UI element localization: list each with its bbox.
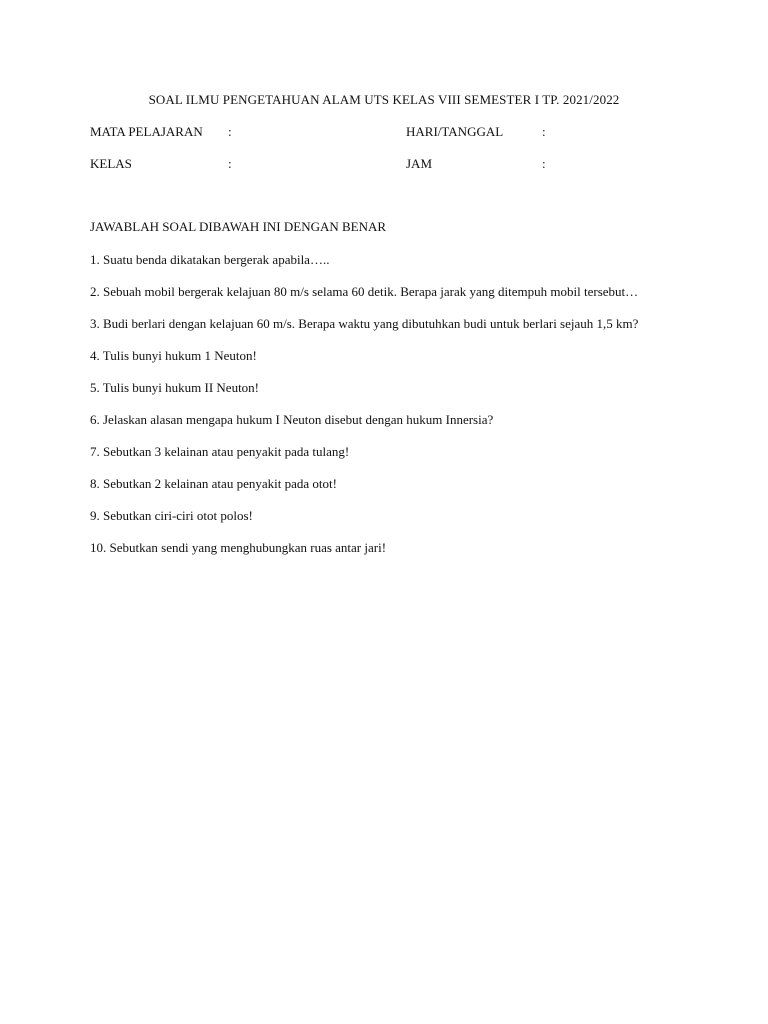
field-label-hari-tanggal: HARI/TANGGAL	[406, 124, 504, 139]
question-item-4: 4. Tulis bunyi hukum 1 Neuton!	[90, 348, 257, 363]
question-item-7: 7. Sebutkan 3 kelainan atau penyakit pada tulang!	[90, 444, 350, 459]
question-item-6: 6. Jelaskan alasan mengapa hukum I Neuton disebut dengan hukum Innersia?	[90, 412, 494, 427]
field-hari-tanggal	[406, 124, 606, 142]
field-jam	[406, 156, 606, 174]
instruction-heading: JAWABLAH SOAL DIBAWAH INI DENGAN BENAR	[90, 219, 387, 234]
field-colon-hari-tanggal: :	[542, 124, 546, 139]
question-item-3: 3. Budi berlari dengan kelajuan 60 m/s. Berapa waktu yang dibutuhkan budi untuk berlari sejauh 1,5 km?	[90, 316, 639, 331]
field-mata-pelajaran	[90, 124, 340, 142]
question-item-8: 8. Sebutkan 2 kelainan atau penyakit pada otot!	[90, 476, 337, 491]
field-label-mata-pelajaran: MATA PELAJARAN	[90, 124, 203, 139]
field-label-kelas: KELAS	[90, 156, 132, 171]
question-list	[90, 252, 730, 572]
field-colon-kelas: :	[228, 156, 232, 171]
field-label-jam: JAM	[406, 156, 433, 171]
question-item-9: 9. Sebutkan ciri-ciri otot polos!	[90, 508, 253, 523]
document-title: SOAL ILMU PENGETAHUAN ALAM UTS KELAS VIII SEMESTER I TP. 2021/2022	[148, 92, 620, 107]
field-colon-mata-pelajaran: :	[228, 124, 232, 139]
field-colon-jam: :	[542, 156, 546, 171]
question-item-2: 2. Sebuah mobil bergerak kelajuan 80 m/s selama 60 detik. Berapa jarak yang ditempuh mobil tersebut…	[90, 284, 639, 299]
question-item-5: 5. Tulis bunyi hukum II Neuton!	[90, 380, 260, 395]
question-item-10: 10. Sebutkan sendi yang menghubungkan ruas antar jari!	[90, 540, 387, 555]
field-kelas	[90, 156, 340, 174]
question-item-1: 1. Suatu benda dikatakan bergerak apabila…..	[90, 252, 330, 267]
